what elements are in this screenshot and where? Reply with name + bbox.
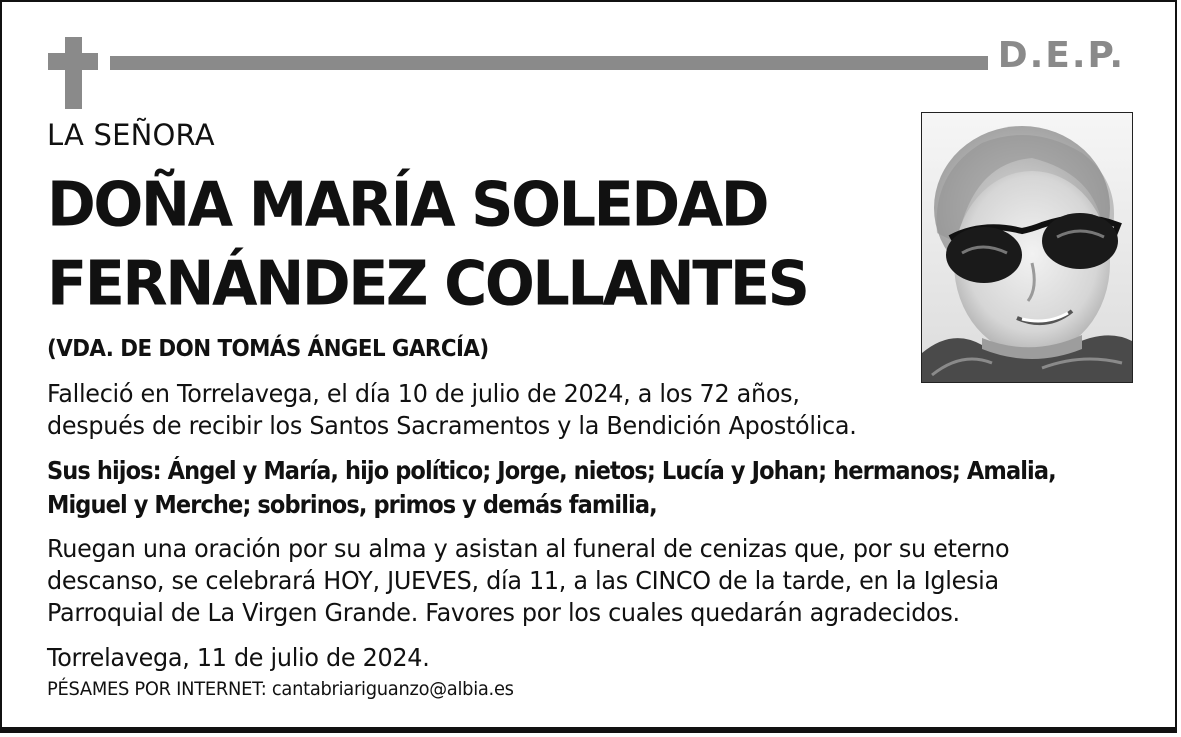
honorific: LA SEÑORA: [47, 118, 215, 152]
request-line-2: descanso, se celebrará HOY, JUEVES, día 11, a las CINCO de la tarde, en la Iglesia: [47, 566, 999, 595]
place-date: Torrelavega, 11 de julio de 2024.: [47, 643, 430, 672]
condolences-contact: PÉSAMES POR INTERNET: cantabriariguanzo@albia.es: [47, 678, 514, 700]
family-line-2: Miguel y Merche; sobrinos, primos y demás familia,: [47, 490, 657, 519]
deceased-photo: [921, 112, 1133, 383]
dep-label: D.E.P.: [997, 35, 1125, 76]
deceased-name-line-1: DOÑA MARÍA SOLEDAD: [47, 168, 768, 241]
death-line-1: Falleció en Torrelavega, el día 10 de julio de 2024, a los 72 años,: [47, 379, 800, 408]
deceased-name-line-2: FERNÁNDEZ COLLANTES: [47, 247, 808, 320]
death-line-2: después de recibir los Santos Sacramentos y la Bendición Apostólica.: [47, 411, 857, 440]
widow-of: (VDA. DE DON TOMÁS ÁNGEL GARCÍA): [47, 336, 489, 362]
request-line-1: Ruegan una oración por su alma y asistan al funeral de cenizas que, por su eterno: [47, 534, 1010, 563]
header-rule: [110, 56, 988, 70]
request-line-3: Parroquial de La Virgen Grande. Favores por los cuales quedarán agradecidos.: [47, 598, 960, 627]
family-line-1: Sus hijos: Ángel y María, hijo político; Jorge, nietos; Lucía y Johan; hermanos; Amalia,: [47, 456, 1056, 485]
